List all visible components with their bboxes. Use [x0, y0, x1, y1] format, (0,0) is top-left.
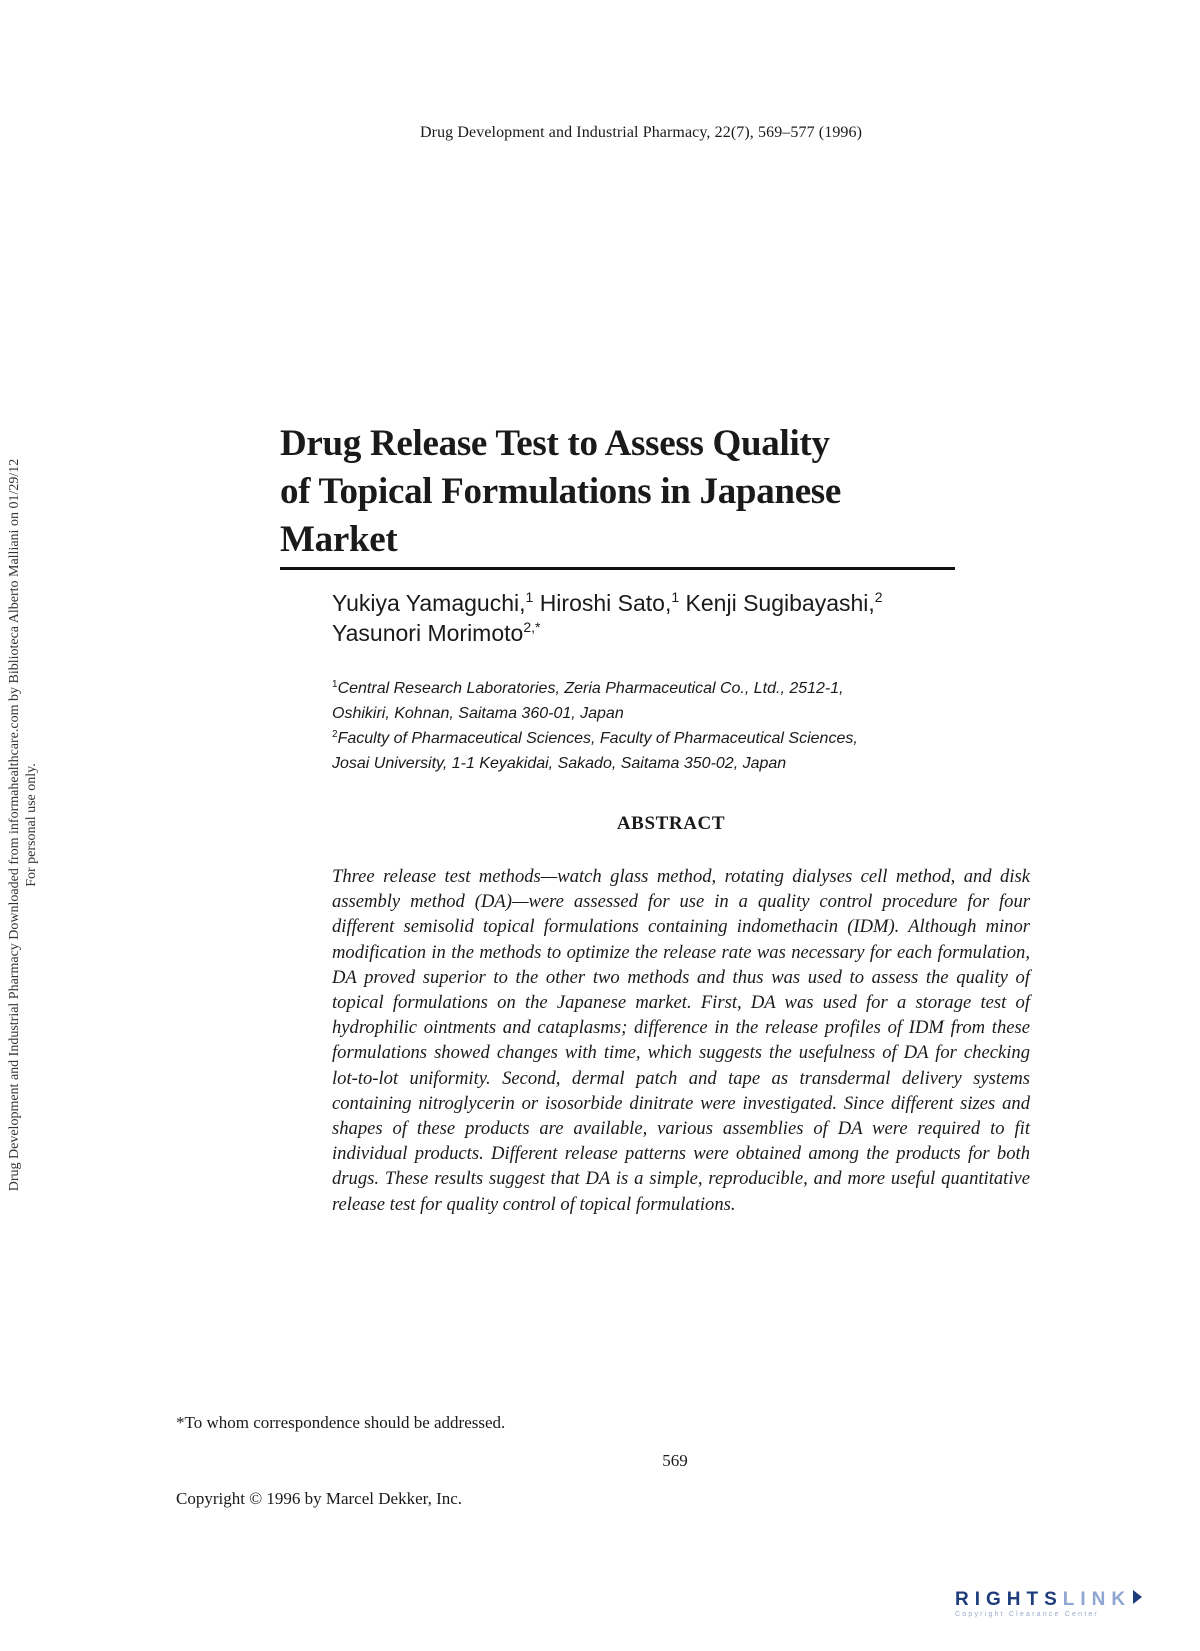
author-name: Yasunori Morimoto: [332, 620, 524, 646]
rightslink-subtitle: Copyright Clearance Center: [955, 1611, 1099, 1618]
download-stamp-line-2: For personal use only.: [24, 763, 39, 887]
affiliations: [332, 676, 992, 776]
author-affiliation-mark: 2,*: [523, 619, 541, 635]
abstract-heading: ABSTRACT: [616, 813, 726, 834]
author-name: Kenji Sugibayashi,: [685, 590, 875, 616]
correspondence-footnote: *To whom correspondence should be addressed.: [176, 1413, 506, 1432]
author-line-1: [332, 588, 992, 618]
author-line-2: [332, 618, 992, 648]
author-affiliation-mark: 1: [671, 589, 680, 605]
affiliation-line: Central Research Laboratories, Zeria Pharmaceutical Co., Ltd., 2512-1,: [337, 680, 844, 697]
author-affiliation-mark: 2: [874, 589, 883, 605]
title-line-1: Drug Release Test to Assess Quality: [280, 423, 830, 464]
arrow-icon: [1133, 1590, 1142, 1604]
title-line-3: Market: [280, 519, 398, 560]
affiliation-mark: 2: [332, 729, 338, 740]
author-name: Yukiya Yamaguchi,: [332, 590, 526, 616]
title-rule: [280, 567, 955, 570]
author-affiliation-mark: 1: [525, 589, 534, 605]
author-list: [332, 588, 992, 648]
affiliation-1: [332, 676, 992, 726]
rightslink-word-dark: RIGHTS: [955, 1589, 1063, 1610]
download-stamp-line-1: Drug Development and Industrial Pharmacy Downloaded from informahealthcare.com by Biblioteca Alberto Malliani on 01/29/12: [7, 458, 22, 1192]
rightslink-wordmark: [955, 1589, 1165, 1611]
rightslink-word-light: LINK: [1062, 1589, 1132, 1610]
affiliation-line: Josai University, 1-1 Keyakidai, Sakado, Saitama 350-02, Japan: [332, 755, 787, 772]
running-header: Drug Development and Industrial Pharmacy, 22(7), 569–577 (1996): [420, 124, 863, 141]
article-title: [280, 420, 980, 564]
affiliation-line: Faculty of Pharmaceutical Sciences, Faculty of Pharmaceutical Sciences,: [337, 730, 858, 747]
rightslink-logo[interactable]: [955, 1589, 1165, 1629]
affiliation-2: [332, 726, 992, 776]
copyright-notice: Copyright © 1996 by Marcel Dekker, Inc.: [176, 1489, 463, 1508]
page-number: 569: [662, 1451, 688, 1470]
abstract-body: Three release test methods—watch glass method, rotating dialyses cell method, and disk assembly method (DA)—were assessed for use in a quality control procedure for four different semisolid topical formulations containing indomethacin (IDM). Although minor modification in the methods to optimize the release rate was necessary for each formulation, DA proved superior to the other two methods and thus was used to assess the quality of topical formulations on the Japanese market. First, DA was used for a storage test of hydrophilic ointments and cataplasms; difference in the release profiles of IDM from these formulations showed changes with time, which suggests the usefulness of DA for checking lot-to-lot uniformity. Second, dermal patch and tape as transdermal delivery systems containing nitroglycerin or isosorbide dinitrate were investigated. Since different sizes and shapes of these products are available, various assemblies of DA were required to fit individual products. Different release patterns were obtained among the products for both drugs. These results suggest that DA is a simple, reproducible, and more useful quantitative release test for quality control of topical formulations.: [332, 866, 1030, 1215]
affiliation-mark: 1: [332, 679, 338, 690]
title-line-2: of Topical Formulations in Japanese: [280, 471, 842, 512]
affiliation-line: Oshikiri, Kohnan, Saitama 360-01, Japan: [332, 705, 624, 722]
author-name: Hiroshi Sato,: [539, 590, 672, 616]
